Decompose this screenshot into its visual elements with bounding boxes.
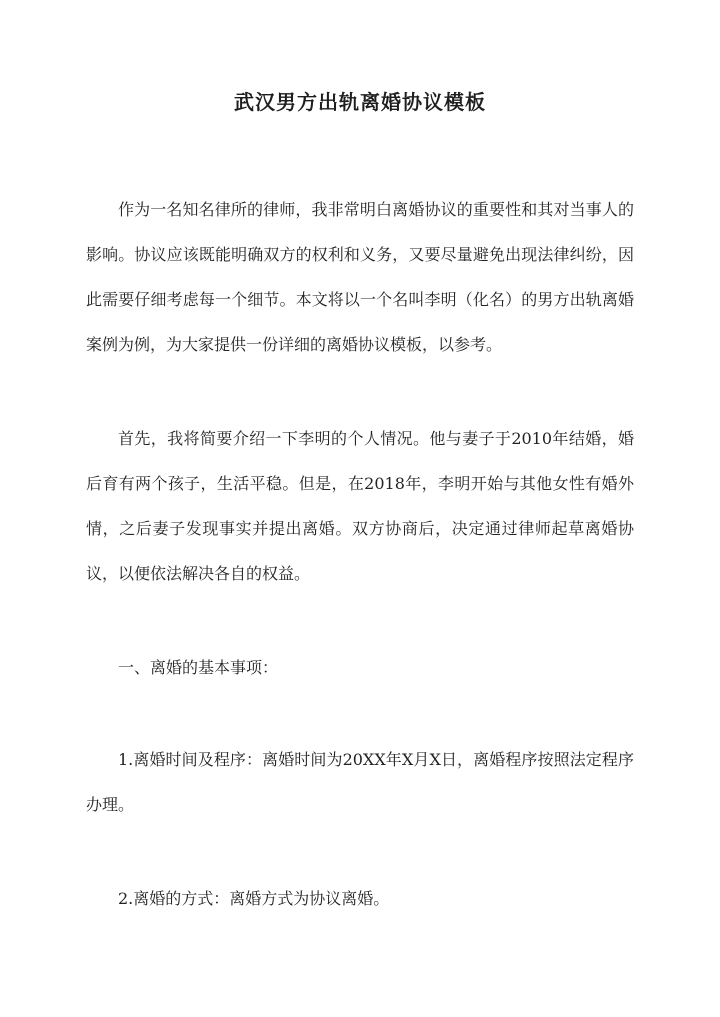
clause-1-paragraph: 1.离婚时间及程序：离婚时间为20XX年X月X日，离婚程序按照法定程序办理。 <box>86 750 634 814</box>
clause-2-paragraph: 2.离婚的方式：离婚方式为协议离婚。 <box>118 889 390 908</box>
intro-paragraph: 作为一名知名律所的律师，我非常明白离婚协议的重要性和其对当事人的影响。协议应该既能明确双方的权利和义务，又要尽量避免出现法律纠纷，因此需要仔细考虑每一个细节。本文将以一个名叫李明（化名）的男方出轨离婚案例为例，为大家提供一份详细的离婚协议模板，以参考。 <box>86 200 634 354</box>
document-title: 武汉男方出轨离婚协议模板 <box>234 90 486 114</box>
background-paragraph: 首先，我将简要介绍一下李明的个人情况。他与妻子于2010年结婚，婚后育有两个孩子，生活平稳。但是，在2018年，李明开始与其他女性有婚外情，之后妻子发现事实并提出离婚。双方协商后，决定通过律师起草离婚协议，以便依法解决各自的权益。 <box>86 429 634 583</box>
section-heading: 一、离婚的基本事项： <box>118 658 279 677</box>
